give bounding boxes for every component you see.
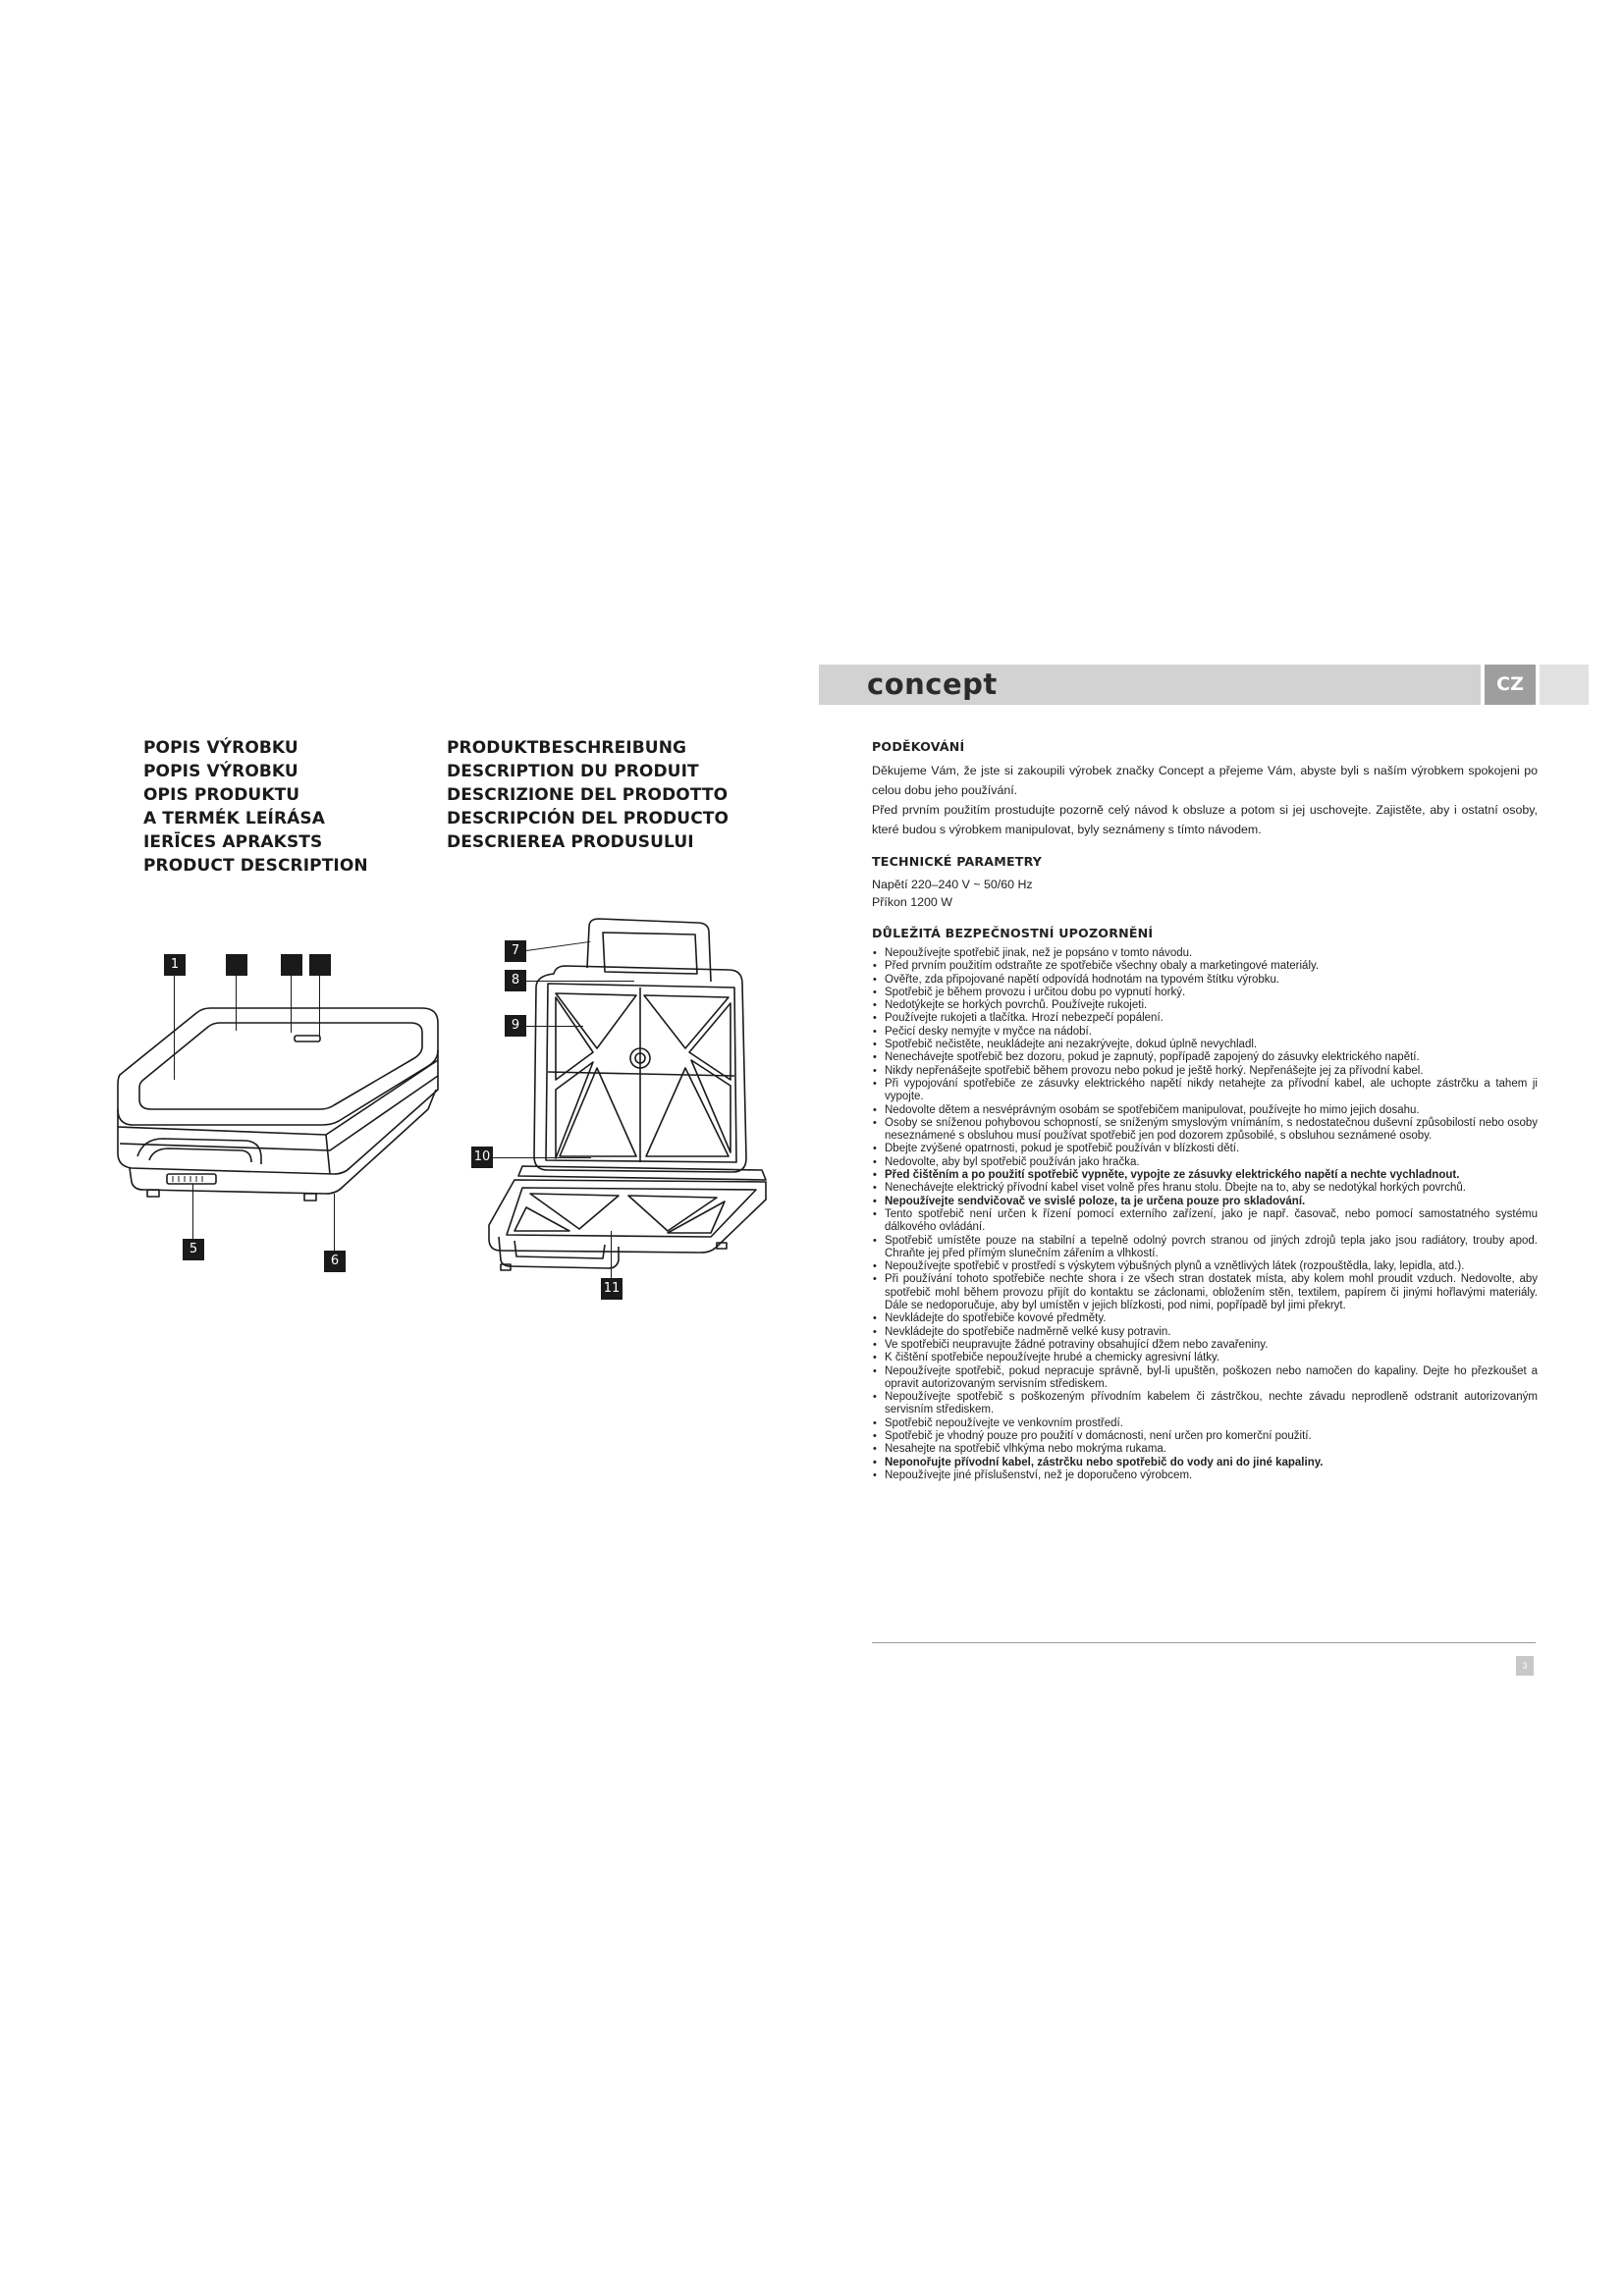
product-description-headings-1	[143, 736, 368, 878]
language-badge: CZ	[1485, 665, 1536, 705]
safety-item-bold: • Před čištěním a po použití spotřebič vypněte, vypojte ze zásuvky elektrického napětí a nechte vychladnout.	[872, 1169, 1538, 1182]
leader-line	[493, 1157, 591, 1158]
heading: DESCRIEREA PRODUSULUI	[447, 832, 694, 852]
safety-item: • Nedovolte dětem a nesvéprávným osobám se spotřebičem manipulovat, používejte ho mimo jejich dosahu.	[872, 1104, 1538, 1117]
closed-sandwich-maker-illustration	[98, 942, 452, 1237]
safety-item: • Nevkládejte do spotřebiče nadměrně velké kusy potravin.	[872, 1326, 1538, 1339]
thanks-title: PODĚKOVÁNÍ	[872, 739, 965, 754]
safety-item: • Nenechávejte spotřebič bez dozoru, pokud je zapnutý, popřípadě zapojený do zásuvky elektrického napětí.	[872, 1051, 1538, 1064]
safety-item: • Nedovolte, aby byl spotřebič používán jako hračka.	[872, 1156, 1538, 1169]
tech-params-title: TECHNICKÉ PARAMETRY	[872, 854, 1043, 869]
product-description-headings-2	[447, 736, 729, 854]
callout-6: 6	[324, 1251, 346, 1272]
safety-item: • Nepoužívejte jiné příslušenství, než je doporučeno výrobcem.	[872, 1469, 1538, 1482]
safety-item: • Nikdy nepřenášejte spotřebič během provozu nebo pokud je ještě horký. Nepřenášejte jej za přívodní kabel.	[872, 1065, 1538, 1078]
manual-content	[872, 738, 1538, 1482]
heading: PRODUCT DESCRIPTION	[143, 856, 368, 876]
leader-line	[291, 976, 292, 1033]
callout-10: 10	[471, 1147, 493, 1168]
callout-8: 8	[505, 970, 526, 991]
leader-line	[611, 1231, 612, 1278]
callout-2	[226, 954, 247, 976]
safety-item: • Spotřebič nepoužívejte ve venkovním prostředí.	[872, 1417, 1538, 1430]
safety-item: • Používejte rukojeti a tlačítka. Hrozí nebezpečí popálení.	[872, 1012, 1538, 1025]
safety-item: • Nenechávejte elektrický přívodní kabel viset volně přes hranu stolu. Dbejte na to, aby se nedotýkal horkých povrchů.	[872, 1182, 1538, 1195]
thanks-paragraph: Děkujeme Vám, že jste si zakoupili výrobek značky Concept a přejeme Vám, abyste byli s naším výrobkem spokojeni po celou dobu jeho používání.	[872, 764, 1538, 797]
heading: DESCRIZIONE DEL PRODOTTO	[447, 785, 729, 805]
safety-item: • Nepoužívejte spotřebič v prostředí s výskytem výbušných plynů a vznětlivých látek (rozpouštědla, laky, lepidla, atd.).	[872, 1260, 1538, 1273]
leader-line	[334, 1194, 335, 1251]
safety-item: • Nepoužívejte spotřebič jinak, než je popsáno v tomto návodu.	[872, 947, 1538, 960]
safety-item: • Nedotýkejte se horkých povrchů. Používejte rukojeti.	[872, 999, 1538, 1012]
safety-item: • Před prvním použitím odstraňte ze spotřebiče všechny obaly a marketingové materiály.	[872, 960, 1538, 973]
heading: DESCRIPCIÓN DEL PRODUCTO	[447, 809, 730, 828]
safety-title: DŮLEŽITÁ BEZPEČNOSTNÍ UPOZORNĚNÍ	[872, 926, 1154, 940]
leader-line	[192, 1184, 193, 1239]
safety-item: • Spotřebič je vhodný pouze pro použití v domácnosti, není určen pro komerční použití.	[872, 1430, 1538, 1443]
heading: IERĪCES APRAKSTS	[143, 832, 323, 852]
heading: OPIS PRODUKTU	[143, 785, 300, 805]
safety-item: • Osoby se sníženou pohybovou schopností, se sníženým smyslovým vnímáním, s nedostatečnou duševní způsobilostí nebo osoby neseznámené s obsluhou musí používat spotřebič jen pod dozorem způsobilé, s obsluhou seznámené osoby.	[872, 1117, 1538, 1144]
safety-item: • Při vypojování spotřebiče ze zásuvky elektrického napětí nikdy netahejte za přívodní kabel, ale uchopte zástrčku a tahem ji vypojte.	[872, 1078, 1538, 1104]
heading: POPIS VÝROBKU	[143, 738, 298, 758]
safety-item: • Spotřebič umístěte pouze na stabilní a tepelně odolný povrch stranou od jiných zdrojů tepla jako jsou radiátory, trouby apod. Chraňte jej před přímým slunečním zářením a vlhkostí.	[872, 1235, 1538, 1261]
callout-4	[309, 954, 331, 976]
safety-item-bold: • Nepoužívejte sendvičovač ve svislé poloze, ta je určena pouze pro skladování.	[872, 1196, 1538, 1208]
safety-item: • Nevkládejte do spotřebiče kovové předměty.	[872, 1312, 1538, 1325]
safety-item: • Dbejte zvýšené opatrnosti, pokud je spotřebič používán v blízkosti dětí.	[872, 1143, 1538, 1155]
open-sandwich-maker-illustration	[471, 913, 776, 1276]
heading: PRODUKTBESCHREIBUNG	[447, 738, 687, 758]
callout-11: 11	[601, 1278, 623, 1300]
safety-list	[872, 947, 1538, 1482]
leader-line	[526, 1026, 583, 1027]
heading: POPIS VÝROBKU	[143, 762, 298, 781]
leader-line	[236, 976, 237, 1031]
safety-item: • K čištění spotřebiče nepoužívejte hrubé a chemicky agresivní látky.	[872, 1352, 1538, 1364]
callout-9: 9	[505, 1015, 526, 1037]
safety-item: • Při používání tohoto spotřebiče nechte shora i ze všech stran dostatek místa, aby kolem mohl proudit vzduch. Nedovolte, aby spotřebič mohl během provozu přijít do kontaktu se záclonami, obložením stěn, textilem, papírem či jinými hořlavými materiály. Dále se nedoporučuje, aby byl umístěn v jejich blízkosti, pod nimi, popřípadě byl jimi překryt.	[872, 1273, 1538, 1312]
header-bar-end	[1540, 665, 1589, 705]
safety-item: • Nepoužívejte spotřebič, pokud nepracuje správně, byl-li upuštěn, poškozen nebo namočen do kapaliny. Dejte ho přezkoušet a opravit autorizovaným servisním střediskem.	[872, 1365, 1538, 1392]
safety-item: • Nepoužívejte spotřebič s poškozeným přívodním kabelem či zástrčkou, nechte závadu neprodleně odstranit autorizovaným servisním střediskem.	[872, 1391, 1538, 1417]
leader-line	[174, 976, 175, 1080]
thanks-paragraph-2: Před prvním použitím prostudujte pozorně celý návod k obsluze a potom si jej uschovejte. Zajistěte, aby i ostatní osoby, které budou s výrobkem manipulovat, byly seznámeny s tímto návodem.	[872, 803, 1538, 836]
footer-divider	[872, 1642, 1536, 1643]
safety-item-bold: • Neponořujte přívodní kabel, zástrčku nebo spotřebič do vody ani do jiné kapaliny.	[872, 1457, 1538, 1469]
callout-3	[281, 954, 302, 976]
spec-power: Příkon 1200 W	[872, 895, 952, 909]
callout-1: 1	[164, 954, 186, 976]
heading: DESCRIPTION DU PRODUIT	[447, 762, 699, 781]
safety-item: • Nesahejte na spotřebič vlhkýma nebo mokrýma rukama.	[872, 1443, 1538, 1456]
safety-item: • Spotřebič je během provozu i určitou dobu po vypnutí horký.	[872, 987, 1538, 999]
brand-logo: concept	[867, 667, 998, 701]
heading: A TERMÉK LEÍRÁSA	[143, 809, 326, 828]
safety-item: • Pečicí desky nemyjte v myčce na nádobí.	[872, 1026, 1538, 1039]
leader-line	[319, 976, 320, 1037]
callout-7: 7	[505, 940, 526, 962]
safety-item: • Tento spotřebič není určen k řízení pomocí externího zařízení, jako je např. časovač, nebo pomocí samostatného systému dálkového ovládání.	[872, 1208, 1538, 1235]
safety-item: • Spotřebič nečistěte, neukládejte ani nezakrývejte, dokud úplně nevychladl.	[872, 1039, 1538, 1051]
callout-5: 5	[183, 1239, 204, 1260]
leader-line	[526, 981, 634, 982]
spec-voltage: Napětí 220–240 V ~ 50/60 Hz	[872, 878, 1033, 891]
safety-item: • Ve spotřebiči neupravujte žádné potraviny obsahující džem nebo zavařeniny.	[872, 1339, 1538, 1352]
page-number: 3	[1516, 1656, 1534, 1676]
safety-item: • Ověřte, zda připojované napětí odpovídá hodnotám na typovém štítku výrobku.	[872, 974, 1538, 987]
